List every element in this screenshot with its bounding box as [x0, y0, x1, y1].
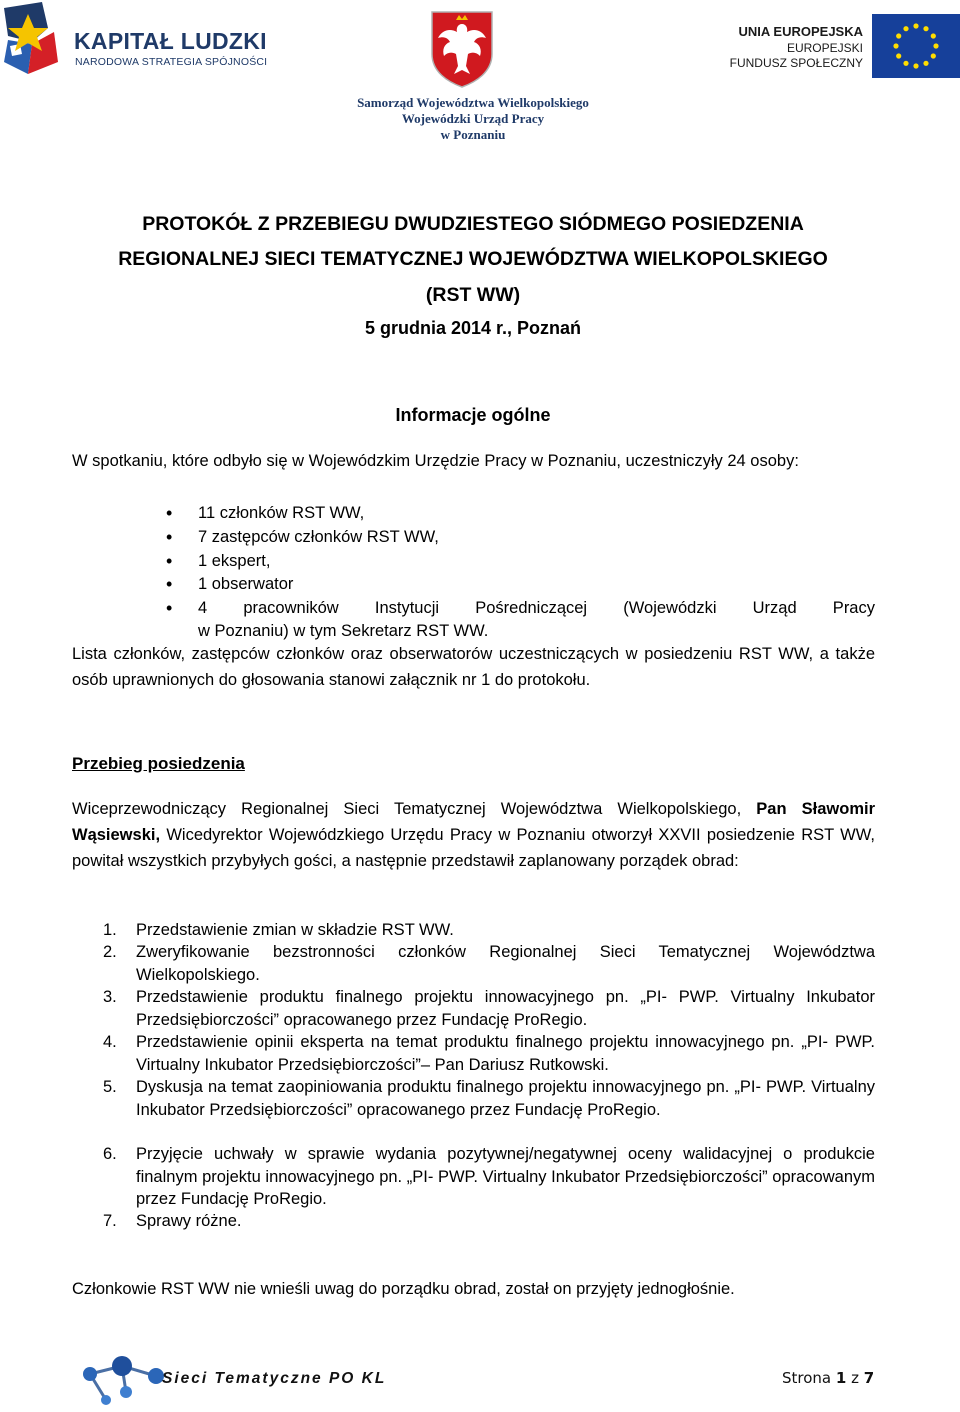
participant-item-5-cont: w Poznaniu) w tym Sekretarz RST WW.: [198, 622, 489, 640]
participant-item-5: [198, 597, 875, 643]
general-info-intro: W spotkaniu, które odbyło się w Wojewódzkim Urzędzie Pracy w Poznaniu, uczestniczyły 24 osoby:: [72, 452, 799, 470]
network-logo-icon: [76, 1352, 176, 1412]
institution-line-2: Wojewódzki Urząd Pracy: [401, 111, 545, 126]
kapital-ludzki-title: KAPITAŁ LUDZKI: [74, 28, 267, 54]
closing-statement: Członkowie RST WW nie wnieśli uwag do porządku obrad, został on przyjęty jednogłośnie.: [72, 1280, 735, 1298]
agenda-number: 7.: [103, 1212, 117, 1230]
eu-fund-line2: FUNDUSZ SPOŁECZNY: [729, 56, 863, 70]
agenda-item-1: [103, 919, 875, 942]
attendance-note: Lista członków, zastępców członków oraz obserwatorów uczestniczących w posiedzeniu RST WW, a także osób uprawnionych do głosowania stanowi załącznik nr 1 do protokołu.: [72, 645, 875, 689]
agenda-text: Przedstawienie produktu finalnego projektu innowacyjnego pn. „PI- PWP. Virtualny Inkubator Przedsiębiorczości” opracowanego przez Fundację ProRegio.: [136, 988, 875, 1029]
participant-item-1: • 11 członków RST WW,: [198, 502, 875, 525]
eu-logo: [729, 14, 960, 84]
kapital-ludzki-subtitle: NARODOWA STRATEGIA SPÓJNOŚCI: [75, 56, 268, 68]
participant-item-2: • 7 zastępców członków RST WW,: [198, 526, 875, 549]
eu-title: UNIA EUROPEJSKA: [738, 24, 863, 39]
document-date: 5 grudnia 2014 r., Poznań: [364, 318, 582, 338]
agenda-number: 3.: [103, 988, 117, 1006]
eu-fund-line1: EUROPEJSKI: [786, 41, 863, 55]
agenda-text: Przyjęcie uchwały w sprawie wydania pozytywnej/negatywnej oceny walidacyjnej o produkcie finalnym projektu innowacyjnego pn. „PI- PWP. Virtualny Inkubator Przedsiębiorczości” opracowanym przez Fundację ProRegio.: [136, 1145, 875, 1208]
institution-line-1: Samorząd Województwa Wielkopolskiego: [357, 95, 589, 110]
agenda-number: 6.: [103, 1145, 117, 1163]
wielkopolska-crest: [430, 10, 494, 88]
eagle-crest-icon: [430, 10, 494, 88]
agenda-number: 1.: [103, 921, 117, 939]
eu-flag-icon: [872, 14, 960, 78]
page-separator: z: [851, 1369, 859, 1387]
agenda-number: 2.: [103, 943, 117, 961]
institution-line-3: w Poznaniu: [440, 127, 506, 142]
general-info-heading: Informacje ogólne: [395, 405, 551, 425]
agenda-number: 4.: [103, 1033, 117, 1051]
agenda-item-3: [103, 986, 875, 1031]
page-number: [782, 1369, 874, 1387]
agenda-number: 5.: [103, 1078, 117, 1096]
footer-brand: Sieci Tematyczne PO KL: [162, 1370, 387, 1387]
kapital-ludzki-emblem-icon: [2, 2, 62, 88]
participant-item-4: • 1 obserwator: [198, 573, 875, 596]
agenda-text: Zweryfikowanie bezstronności członków Regionalnej Sieci Tematycznej Województwa Wielkopolskiego.: [136, 943, 875, 984]
kapital-ludzki-logo: [0, 0, 268, 90]
agenda-item-5: [103, 1076, 875, 1121]
proceedings-intro-b: Wicedyrektor Wojewódzkiego Urzędu Pracy w Poznaniu otworzył XXVII posiedzenie RST WW, powitał wszystkich przybyłych gości, a następnie przedstawił zaplanowany porządek obrad:: [72, 826, 875, 870]
page-total: 7: [863, 1369, 875, 1387]
document-title-line-1: PROTOKÓŁ Z PRZEBIEGU DWUDZIESTEGO SIÓDMEGO POSIEDZENIA: [142, 213, 804, 235]
agenda-item-7: [103, 1210, 875, 1233]
document-title-line-3: (RST WW): [425, 284, 521, 306]
chairman-name: Pan Sławomir Wąsiewski,: [72, 800, 875, 844]
page-prefix: Strona: [782, 1369, 832, 1387]
proceedings-intro: [72, 796, 875, 874]
participant-item-3: • 1 ekspert,: [198, 550, 875, 573]
agenda-item-6: [103, 1143, 875, 1211]
agenda-text: Sprawy różne.: [136, 1212, 242, 1230]
agenda-text: Przedstawienie zmian w składzie RST WW.: [136, 921, 454, 939]
agenda-item-2: [103, 941, 875, 986]
participant-item-5-line: • 4 pracowników Instytucji Pośredniczącej (Wojewódzki Urząd Pracy: [198, 599, 875, 617]
agenda-text: Dyskusja na temat zaopiniowania produktu finalnego projektu innowacyjnego pn. „PI- PWP. Virtualny Inkubator Przedsiębiorczości” opracowanego przez Fundację ProRegio.: [136, 1078, 875, 1119]
page-current: 1: [835, 1369, 847, 1387]
proceedings-intro-a: Wiceprzewodniczący Regionalnej Sieci Tematycznej Województwa Wielkopolskiego,: [72, 800, 757, 818]
document-title-line-2: REGIONALNEJ SIECI TEMATYCZNEJ WOJEWÓDZTWA WIELKOPOLSKIEGO: [118, 248, 828, 270]
agenda-item-4: [103, 1031, 875, 1076]
proceedings-heading: Przebieg posiedzenia: [72, 754, 245, 773]
agenda-text: Przedstawienie opinii eksperta na temat produktu finalnego projektu innowacyjnego pn. „PI- PWP. Virtualny Inkubator Przedsiębiorczości”– Pan Dariusz Rutkowski.: [136, 1033, 875, 1074]
